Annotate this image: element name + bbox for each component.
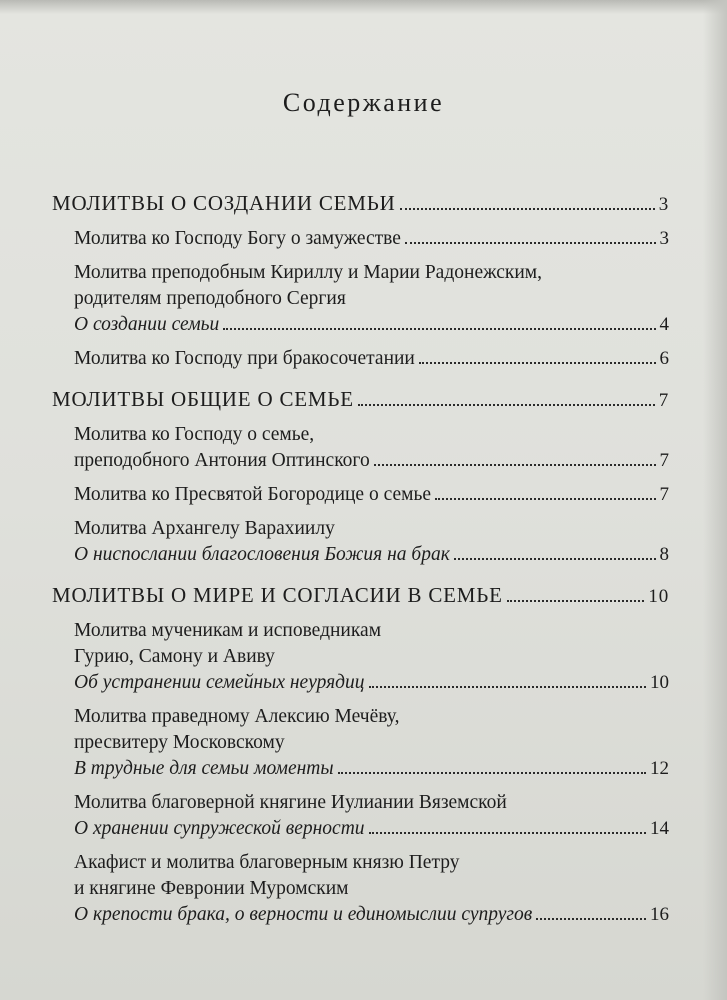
page-shadow — [0, 0, 727, 14]
page-number: 7 — [659, 484, 669, 505]
page-number: 6 — [659, 348, 669, 369]
entry-subtitle: Об устранении семейных неурядиц — [74, 672, 365, 693]
entry-title-line: пресвитеру Московскому — [74, 732, 285, 753]
entry-title-line: родителям преподобного Сергия — [74, 288, 346, 309]
toc-entry[interactable] — [52, 704, 669, 782]
dot-leader — [507, 600, 645, 602]
entry-title-line: Гурию, Самону и Авиву — [74, 646, 275, 667]
dot-leader — [223, 328, 655, 330]
page-number: 3 — [658, 194, 669, 215]
dot-leader — [369, 832, 646, 834]
toc-entry[interactable] — [52, 516, 669, 568]
entry-title: Молитва ко Господу при бракосочетании — [74, 348, 415, 369]
entry-subtitle: О крепости брака, о верности и единомыслии супругов — [74, 904, 533, 925]
dot-leader — [419, 362, 656, 364]
dot-leader — [454, 558, 656, 560]
entry-subtitle: О создании семьи — [74, 314, 220, 335]
entry-title: Молитва ко Пресвятой Богородице о семье — [74, 484, 432, 505]
page-number: 10 — [650, 672, 669, 693]
entry-subtitle: О хранении супружеской верности — [74, 818, 365, 839]
entry-subtitle: В трудные для семьи моменты — [74, 758, 334, 779]
toc-entry[interactable] — [52, 850, 669, 928]
page-shadow-right — [703, 0, 727, 1000]
dot-leader — [369, 686, 646, 688]
toc-entry[interactable] — [52, 260, 669, 338]
section-heading: МОЛИТВЫ ОБЩИЕ О СЕМЬЕ — [52, 387, 354, 411]
dot-leader — [358, 404, 655, 406]
toc-entry[interactable] — [52, 226, 669, 252]
entry-title-line: Молитва благоверной княгине Иулиании Вяземской — [74, 792, 507, 813]
dot-leader — [338, 772, 646, 774]
page-number: 7 — [658, 390, 669, 411]
entry-title-line: Молитва мученикам и исповедникам — [74, 620, 382, 641]
toc-section-heading-row[interactable] — [52, 582, 669, 610]
table-of-contents — [52, 190, 669, 928]
toc-entry[interactable] — [52, 482, 669, 508]
toc-entry[interactable] — [52, 422, 669, 474]
page-number: 4 — [659, 314, 669, 335]
entry-title-line: Молитва ко Господу о семье, — [74, 424, 315, 445]
page-number: 10 — [648, 586, 669, 607]
entry-subtitle: О ниспослании благословения Божия на брак — [74, 544, 450, 565]
page-number: 14 — [650, 818, 669, 839]
dot-leader — [405, 242, 656, 244]
dot-leader — [536, 918, 646, 920]
entry-title: Молитва ко Господу Богу о замужестве — [74, 228, 401, 249]
dot-leader — [400, 208, 655, 210]
entry-title-line: и княгине Февронии Муромским — [74, 878, 349, 899]
entry-title-line: Молитва Архангелу Варахиилу — [74, 518, 335, 539]
toc-section — [52, 386, 669, 568]
entry-title-line: Акафист и молитва благоверным князю Петру — [74, 852, 460, 873]
toc-entry[interactable] — [52, 790, 669, 842]
toc-entry[interactable] — [52, 618, 669, 696]
page-number: 12 — [650, 758, 669, 779]
section-heading: МОЛИТВЫ О СОЗДАНИИ СЕМЬИ — [52, 191, 396, 215]
toc-section-heading-row[interactable] — [52, 386, 669, 414]
section-heading: МОЛИТВЫ О МИРЕ И СОГЛАСИИ В СЕМЬЕ — [52, 583, 503, 607]
dot-leader — [374, 464, 656, 466]
page-number: 3 — [659, 228, 669, 249]
entry-title-line: Молитва преподобным Кириллу и Марии Радонежским, — [74, 262, 542, 283]
dot-leader — [435, 498, 655, 500]
page-number: 7 — [659, 450, 669, 471]
toc-section-heading-row[interactable] — [52, 190, 669, 218]
page-number: 8 — [659, 544, 669, 565]
page-number: 16 — [650, 904, 669, 925]
toc-entry[interactable] — [52, 346, 669, 372]
page-title: Содержание — [282, 88, 445, 117]
toc-section — [52, 582, 669, 928]
entry-title: преподобного Антония Оптинского — [74, 450, 370, 471]
entry-title-line: Молитва праведному Алексию Мечёву, — [74, 706, 400, 727]
toc-section — [52, 190, 669, 372]
